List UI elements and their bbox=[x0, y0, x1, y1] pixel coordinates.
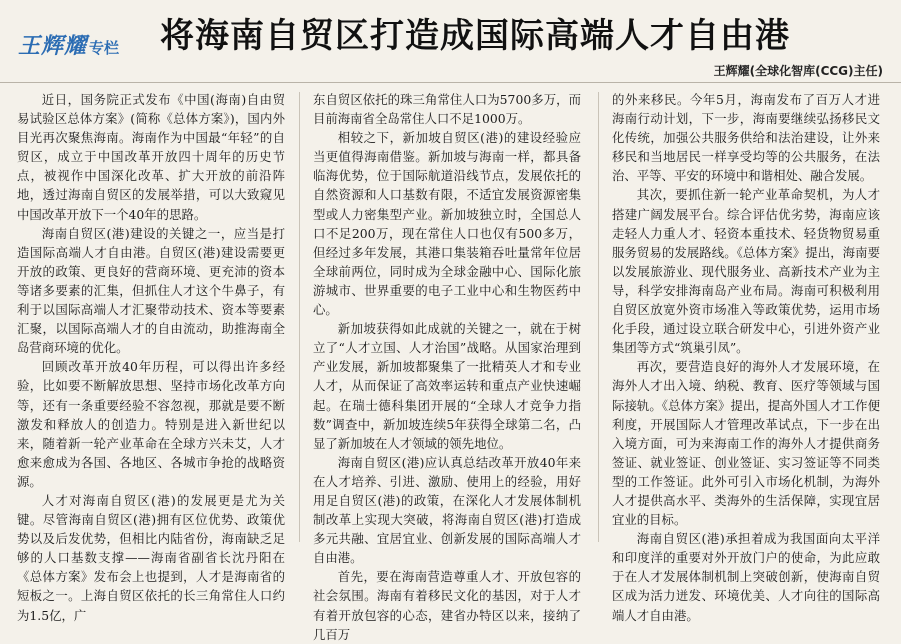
byline: 王辉耀(全球化智库(CCG)主任) bbox=[713, 64, 883, 78]
paragraph: 新加坡获得如此成就的关键之一，就在于树立了“人才立国、人才治国”战略。从国家治理到产业发展，新加坡都聚集了一批精英人才和专业人才，从而保证了高效率运转和重点产业快速崛起。在瑞士德科集团开展的“全球人才竞争力指数”调查中，新加坡连续5年获得全球第二名，凸显了新加坡在人才领域的领先地位。 bbox=[313, 321, 581, 451]
article-header bbox=[0, 0, 901, 83]
column-tag bbox=[18, 24, 148, 64]
paragraph: 海南自贸区(港)承担着成为我国面向太平洋和印度洋的重要对外开放门户的使命，为此应敢于在人才发展体制机制上突破创新，使海南自贸区成为活力迸发、环境优美、人才向往的国际高端人才自由港。 bbox=[612, 531, 880, 623]
column-divider bbox=[598, 92, 599, 542]
paragraph: 其次，要抓住新一轮产业革命契机，为人才搭建广阔发展平台。综合评估优劣势，海南应该走轻人力重人才、轻资本重技术、轻货物贸易重服务贸易的发展路线。《总体方案》提出，海南要以发展旅游业、现代服务业、高新技术产业为主导，科学安排海南岛产业布局。海南可积极利用自贸区放宽外资市场准入等政策优势，运用市场化手段，通过设立联合研发中心，引进外资产业集团等方式“筑巢引凤”。 bbox=[612, 187, 880, 356]
paragraph: 相较之下，新加坡自贸区(港)的建设经验应当更值得海南借鉴。新加坡与海南一样，都具备临海优势，位于国际航道沿线节点，发展依托的自然资源和人口基数有限，不适宜发展资源密集型或人力密集型产业。新加坡独立时，全国总人口不足200万，现在常住人口也仅有500多万，但经过多年发展，其港口集装箱吞吐量常年位居全球前两位，同时成为全球金融中心、国际化旅游城市、世界重要的电子工业中心和生物医药中心。 bbox=[313, 130, 581, 318]
column-author-name: 王辉耀 bbox=[18, 32, 88, 59]
paragraph: 海南自贸区(港)应认真总结改革开放40年来在人才培养、引进、激励、使用上的经验，用好用足自贸区(港)的政策，在深化人才发展体制机制改革上实现大突破，将海南自贸区(港)打造成多元共融、宜居宜业、创新发展的国际高端人才自由港。 bbox=[313, 454, 581, 566]
article-column-2 bbox=[313, 90, 581, 642]
paragraph: 回顾改革开放40年历程，可以得出许多经验，比如要不断解放思想、坚持市场化改革方向等，还有一条重要经验不容忽视，那就是要不断激发和释放人的创造力。特别是进入新世纪以来，随着新一轮产业革命在全球方兴未艾，人才愈来愈成为各国、各地区、各城市争抢的战略资源。 bbox=[17, 359, 285, 489]
paragraph-continued: 的外来移民。今年5月，海南发布了百万人才进海南行动计划，下一步，海南要继续弘扬移民文化传统，加强公共服务供给和法治建设，让外来移民和当地居民一样享受均等的公共服务，在法治、平等、平安的环境中和谐相处、融合发展。 bbox=[612, 92, 880, 184]
article-column-1 bbox=[17, 90, 285, 623]
paragraph: 首先，要在海南营造尊重人才、开放包容的社会氛围。海南有着移民文化的基因，对于人才有着开放包容的心态，建省办特区以来，接纳了几百万 bbox=[313, 569, 581, 642]
headline: 将海南自贸区打造成国际高端人才自由港 bbox=[160, 16, 790, 56]
paragraph: 近日，国务院正式发布《中国(海南)自由贸易试验区总体方案》(简称《总体方案》)，国内外目光再次聚焦海南。海南作为中国最“年轻”的自贸区，成立于中国改革开放四十周年的历史节点，被视作中国深化改革、扩大开放的前沿阵地，透过海南自贸区的发展举措，可以大致窥见中国改革开放下一个40年的思路。 bbox=[17, 92, 285, 222]
column-label: 专栏 bbox=[89, 38, 120, 57]
paragraph: 海南自贸区(港)建设的关键之一，应当是打造国际高端人才自由港。自贸区(港)建设需要更开放的政策、更良好的营商环境、更充沛的资本等诸多要素的汇集，但抓住人才这个牛鼻子，有利于以国际高端人才汇聚带动技术、资本等要素汇聚，以国际高端人才的自由流动，助推海南全岛营商环境的优化。 bbox=[17, 225, 285, 356]
paragraph: 人才对海南自贸区(港)的发展更是尤为关键。尽管海南自贸区(港)拥有区位优势、政策优势以及后发优势，但相比内陆省份，海南缺乏足够的人口基数支撑——海南省副省长沈丹阳在《总体方案》发布会上也提到，人才是海南省的短板之一。上海自贸区依托的长三角常住人口约为1.5亿，广 bbox=[17, 492, 285, 623]
column-divider bbox=[299, 92, 300, 542]
paragraph-continued: 东自贸区依托的珠三角常住人口为5700多万，而目前海南省全岛常住人口不足1000万。 bbox=[313, 92, 581, 127]
article-column-3 bbox=[612, 90, 880, 623]
paragraph: 再次，要营造良好的海外人才发展环境，在海外人才出入境、纳税、教育、医疗等领域与国际接轨。《总体方案》提出，提高外国人才工作便利度，开展国际人才管理改革试点，下一步在出入境方面，可为来海南工作的海外人才提供商务签证、就业签证、创业签证、实习签证等不同类型的工作签证。此外可引入市场化机制，为海外人才提供高水平、类海外的生活保障，实现宜居宜业的目标。 bbox=[612, 359, 880, 528]
